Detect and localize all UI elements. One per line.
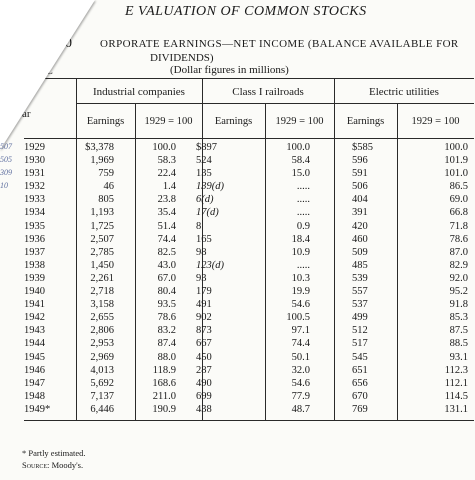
railroad-index: 0.9 (296, 220, 310, 232)
utility-index: 112.1 (444, 377, 468, 389)
utility-index: 92.0 (449, 272, 468, 284)
railroad-index: 74.4 (291, 338, 310, 350)
utility-earnings: 404 (352, 194, 368, 206)
industrial-earnings: 2,969 (90, 351, 114, 363)
table-row (24, 272, 468, 285)
utility-earnings: 769 (352, 403, 368, 415)
folded-corner (0, 0, 95, 150)
railroad-index: ..... (296, 207, 310, 219)
utility-earnings: 499 (352, 312, 368, 324)
table-row (24, 259, 468, 272)
table-row (24, 351, 468, 364)
utility-index: 93.1 (449, 351, 468, 363)
utility-earnings: 485 (352, 259, 368, 271)
utility-earnings: 651 (352, 364, 368, 376)
row-year: 1946 (24, 364, 45, 376)
industrial-index: 58.3 (157, 155, 176, 167)
industrial-index: 35.4 (157, 207, 176, 219)
utility-earnings: 539 (352, 272, 368, 284)
row-year: 1949* (24, 403, 51, 415)
industrial-earnings: 46 (103, 181, 114, 193)
running-head: E VALUATION OF COMMON STOCKS (125, 4, 367, 19)
utility-earnings: 545 (352, 351, 368, 363)
industrial-index: 80.4 (157, 286, 176, 298)
industrial-index: 22.4 (157, 168, 176, 180)
railroad-index: 15.0 (291, 168, 310, 180)
utility-index: 86.5 (449, 181, 468, 193)
subhead-earnings: Earnings (346, 116, 385, 127)
bottom-rule (24, 420, 474, 421)
subhead-earnings: Earnings (214, 116, 253, 127)
industrial-index: 78.6 (157, 312, 176, 324)
row-year: 1943 (24, 325, 45, 337)
railroad-index: 54.6 (291, 299, 310, 311)
industrial-index: 23.8 (157, 194, 176, 206)
railroad-earnings: 93 (196, 272, 207, 284)
utility-earnings: 517 (352, 338, 368, 350)
industrial-earnings: 1,450 (90, 259, 114, 271)
table-subtitle: (Dollar figures in millions) (170, 64, 289, 76)
margin-note: 10 (0, 181, 8, 190)
utility-index: 101.0 (444, 168, 468, 180)
railroad-earnings: 8 (196, 220, 202, 232)
utility-earnings: 512 (352, 325, 368, 337)
table-row (24, 337, 468, 350)
footnote-partly-estimated: * Partly estimated. (22, 448, 86, 458)
row-year: 1938 (24, 259, 45, 271)
railroad-index: 50.1 (291, 351, 310, 363)
utility-index: 101.9 (444, 155, 468, 167)
railroad-earnings: 6(d) (196, 194, 214, 206)
railroad-earnings: 450 (196, 351, 212, 363)
railroad-index: 97.1 (291, 325, 310, 337)
railroad-earnings: 667 (196, 338, 212, 350)
industrial-index: 100.0 (152, 142, 176, 153)
utility-index: 78.6 (449, 233, 468, 245)
table-row (24, 364, 468, 377)
railroad-earnings: 873 (196, 325, 212, 337)
industrial-earnings: 1,193 (90, 207, 114, 219)
table-row (24, 285, 468, 298)
railroad-earnings: $897 (196, 142, 217, 153)
industrial-index: 118.9 (152, 364, 176, 376)
utility-index: 82.9 (449, 259, 468, 271)
railroad-index: 100.5 (286, 312, 310, 324)
row-year: 1937 (24, 246, 45, 258)
utility-index: 100.0 (444, 142, 468, 153)
margin-note: 505 (0, 155, 12, 164)
row-year: 1942 (24, 312, 45, 324)
industrial-index: 93.5 (157, 299, 176, 311)
industrial-earnings: 2,261 (90, 272, 114, 284)
industrial-earnings: 2,655 (90, 312, 114, 324)
utility-index: 114.5 (444, 390, 468, 402)
year-header: ar (22, 108, 31, 120)
table-label: TABL (30, 66, 53, 76)
table-row (24, 233, 468, 246)
industrial-earnings: 1,725 (90, 220, 114, 232)
railroad-earnings: 438 (196, 403, 212, 415)
table-row (24, 246, 468, 259)
table-row (24, 311, 468, 324)
railroad-index: 18.4 (291, 233, 310, 245)
earnings-table (24, 141, 468, 416)
table-row (24, 390, 468, 403)
utility-index: 71.8 (449, 220, 468, 232)
row-year: 1944 (24, 338, 45, 350)
page-number: 510 (51, 36, 72, 51)
utility-earnings: 557 (352, 286, 368, 298)
table-row (24, 377, 468, 390)
table-row (24, 403, 468, 416)
industrial-earnings: 2,953 (90, 338, 114, 350)
row-year: 1933 (24, 194, 45, 206)
industrial-index: 87.4 (157, 338, 176, 350)
industrial-earnings: 6,446 (90, 403, 114, 415)
industrial-earnings: $3,378 (85, 142, 114, 153)
utility-earnings: 670 (352, 390, 368, 402)
railroad-index: ..... (296, 194, 310, 206)
utility-earnings: 420 (352, 220, 368, 232)
railroad-index: 48.7 (291, 403, 310, 415)
utility-index: 87.5 (449, 325, 468, 337)
industrial-earnings: 4,013 (90, 364, 114, 376)
subhead-index: 1929 = 100 (144, 116, 193, 127)
railroad-earnings: 179 (196, 286, 212, 298)
row-year: 1941 (24, 299, 45, 311)
industrial-index: 51.4 (157, 220, 176, 232)
group-utilities: Electric utilities (369, 86, 439, 98)
row-year: 1930 (24, 155, 45, 167)
row-year: 1940 (24, 286, 45, 298)
utility-earnings: 391 (352, 207, 368, 219)
margin-note: 507 (0, 142, 12, 151)
row-year: 1932 (24, 181, 45, 193)
utility-earnings: 656 (352, 377, 368, 389)
utility-earnings: 596 (352, 155, 368, 167)
industrial-earnings: 2,785 (90, 246, 114, 258)
row-year: 1939 (24, 272, 45, 284)
industrial-index: 88.0 (157, 351, 176, 363)
railroad-earnings: 165 (196, 233, 212, 245)
railroad-index: ..... (296, 181, 310, 193)
row-year: 1934 (24, 207, 45, 219)
railroad-earnings: 139(d) (196, 181, 224, 193)
railroad-earnings: 491 (196, 299, 212, 311)
railroad-index: 32.0 (291, 364, 310, 376)
industrial-index: 190.9 (152, 403, 176, 415)
railroad-index: 19.9 (291, 286, 310, 298)
railroad-earnings: 287 (196, 364, 212, 376)
table-row (24, 206, 468, 219)
group-railroads: Class I railroads (232, 86, 304, 98)
utility-earnings: 509 (352, 246, 368, 258)
source-value: Moody's. (51, 460, 84, 470)
group-industrial: Industrial companies (93, 86, 185, 98)
row-year: 1936 (24, 233, 45, 245)
railroad-index: ..... (296, 259, 310, 271)
industrial-index: 67.0 (157, 272, 176, 284)
table-title: ORPORATE EARNINGS—NET INCOME (BALANCE AVAILABLE FOR (100, 38, 459, 50)
utility-index: 91.8 (449, 299, 468, 311)
railroad-earnings: 135 (196, 168, 212, 180)
industrial-index: 74.4 (157, 233, 176, 245)
utility-index: 69.0 (449, 194, 468, 206)
railroad-index: 54.6 (291, 377, 310, 389)
industrial-earnings: 759 (98, 168, 114, 180)
industrial-earnings: 7,137 (90, 390, 114, 402)
utility-index: 131.1 (444, 403, 468, 415)
table-row (24, 193, 468, 206)
utility-earnings: 506 (352, 181, 368, 193)
utility-earnings: 591 (352, 168, 368, 180)
railroad-index: 10.9 (291, 246, 310, 258)
railroad-index: 100.0 (286, 142, 310, 153)
railroad-earnings: 699 (196, 390, 212, 402)
railroad-earnings: 98 (196, 246, 207, 258)
railroad-earnings: 123(d) (196, 259, 224, 271)
table-row (24, 324, 468, 337)
footnote-source (22, 460, 83, 470)
industrial-earnings: 2,806 (90, 325, 114, 337)
subhead-index: 1929 = 100 (411, 116, 460, 127)
utility-index: 112.3 (444, 364, 468, 376)
railroad-earnings: 902 (196, 312, 212, 324)
utility-earnings: $585 (352, 142, 373, 153)
margin-notes (0, 140, 12, 192)
row-year: 1931 (24, 168, 45, 180)
utility-earnings: 460 (352, 233, 368, 245)
table-title-cont: DIVIDENDS) (150, 52, 214, 64)
industrial-index: 83.2 (157, 325, 176, 337)
row-year: 1929 (24, 142, 45, 153)
industrial-earnings: 2,507 (90, 233, 114, 245)
utility-earnings: 537 (352, 299, 368, 311)
industrial-index: 168.6 (152, 377, 176, 389)
source-label: Source: (22, 460, 50, 470)
utility-index: 87.0 (449, 246, 468, 258)
industrial-index: 211.0 (152, 390, 176, 402)
railroad-earnings: 490 (196, 377, 212, 389)
railroad-index: 58.4 (291, 155, 310, 167)
industrial-index: 82.5 (157, 246, 176, 258)
margin-note: 309 (0, 168, 12, 177)
row-year: 1948 (24, 390, 45, 402)
utility-index: 88.5 (449, 338, 468, 350)
table-row (24, 298, 468, 311)
utility-index: 66.8 (449, 207, 468, 219)
table-row (24, 154, 468, 167)
row-year: 1945 (24, 351, 45, 363)
industrial-earnings: 3,158 (90, 299, 114, 311)
industrial-earnings: 2,718 (90, 286, 114, 298)
row-year: 1947 (24, 377, 45, 389)
utility-index: 95.2 (449, 286, 468, 298)
railroad-index: 77.9 (291, 390, 310, 402)
table-row (24, 220, 468, 233)
utility-index: 85.3 (449, 312, 468, 324)
industrial-index: 43.0 (157, 259, 176, 271)
table-row (24, 180, 468, 193)
railroad-index: 10.3 (291, 272, 310, 284)
industrial-earnings: 805 (98, 194, 114, 206)
industrial-index: 1.4 (162, 181, 176, 193)
subhead-index: 1929 = 100 (275, 116, 324, 127)
subhead-earnings: Earnings (86, 116, 125, 127)
industrial-earnings: 5,692 (90, 377, 114, 389)
railroad-earnings: 17(d) (196, 207, 219, 219)
row-year: 1935 (24, 220, 45, 232)
railroad-earnings: 524 (196, 155, 212, 167)
industrial-earnings: 1,969 (90, 155, 114, 167)
table-row (24, 167, 468, 180)
